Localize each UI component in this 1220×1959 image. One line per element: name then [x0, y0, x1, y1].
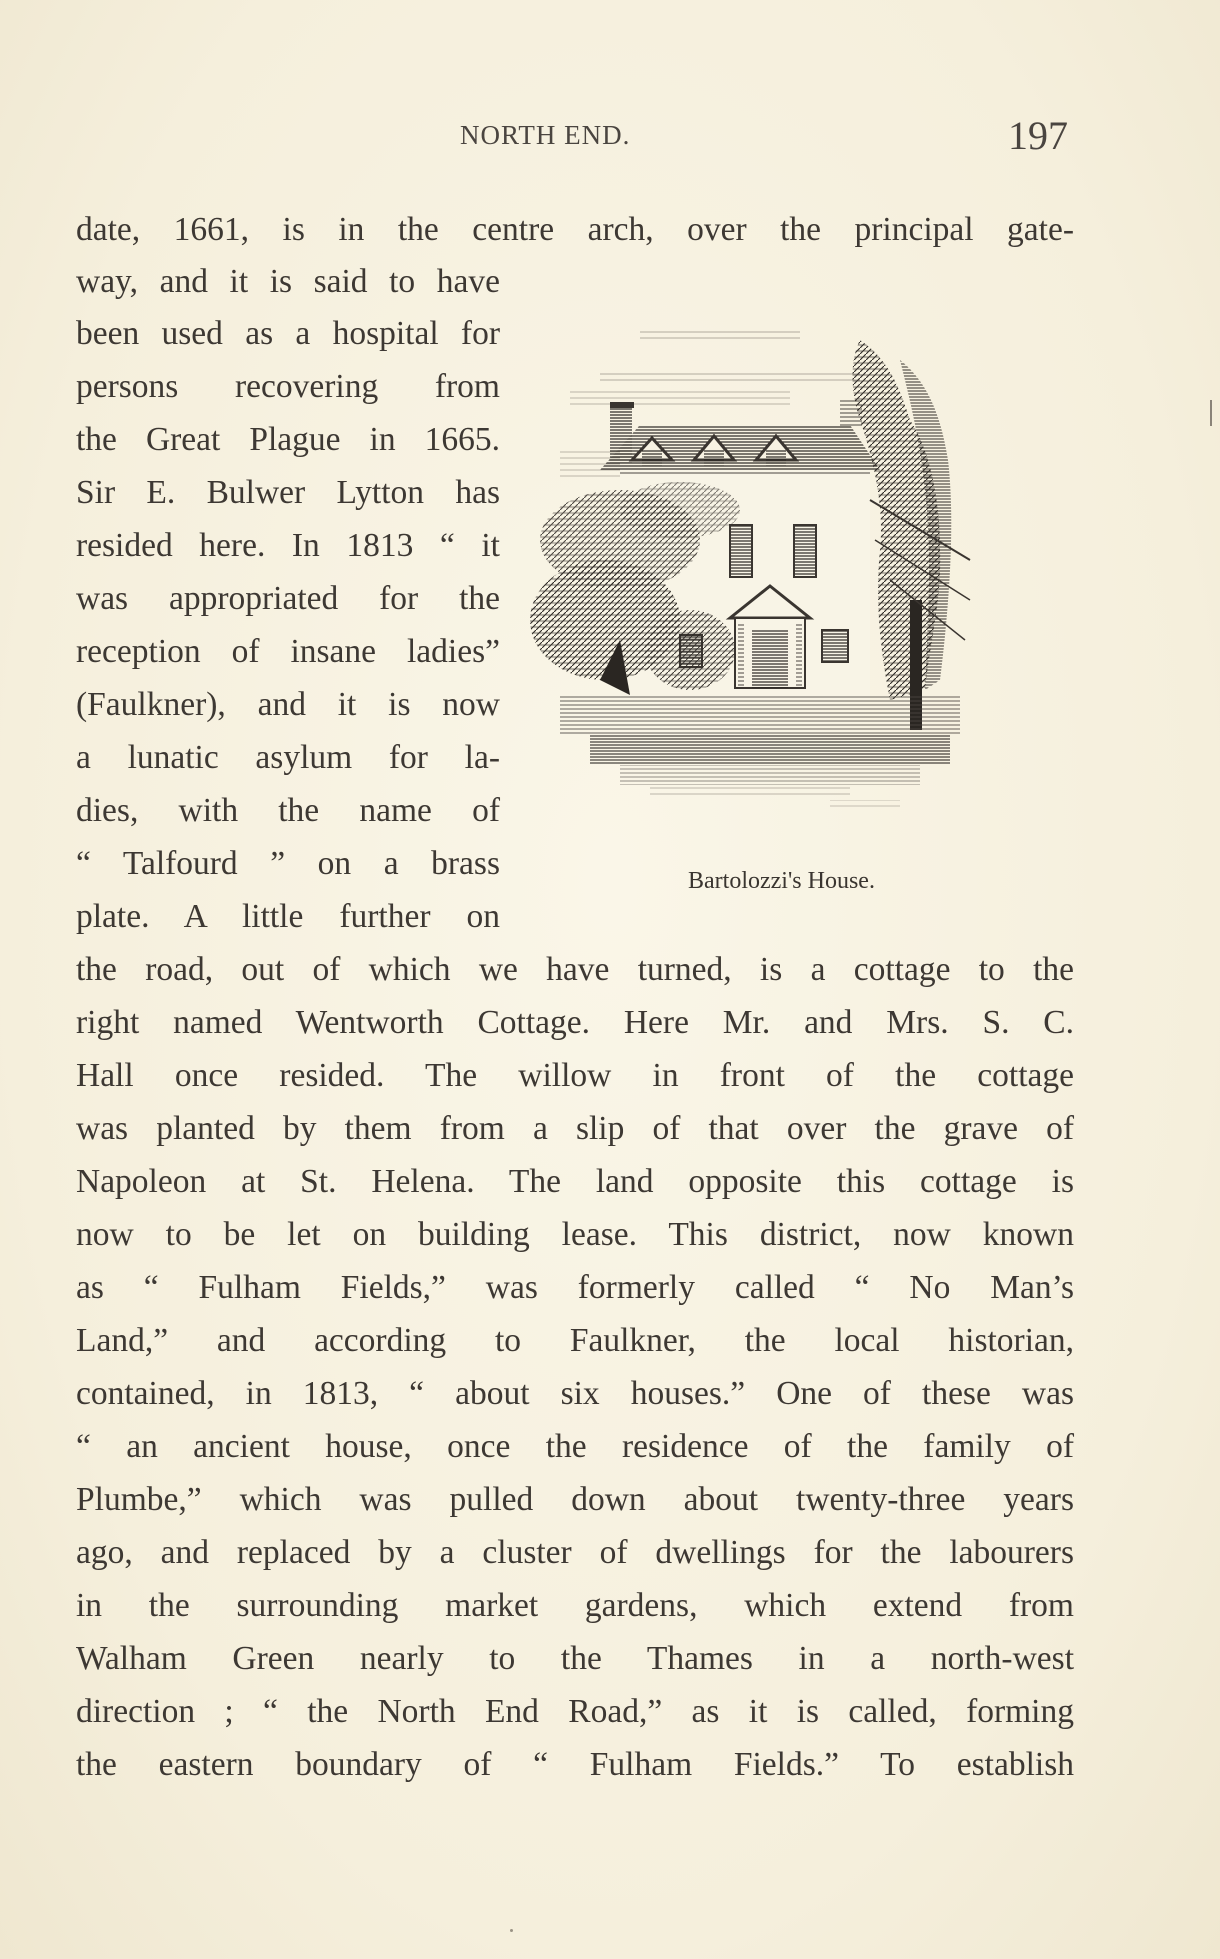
page-number: 197: [1008, 113, 1068, 158]
text-line-9: reception of insane ladies”: [76, 633, 500, 670]
text-line-16: right named Wentworth Cottage. Here Mr. and Mrs. S. C.: [76, 1004, 1074, 1041]
text-line-27: in the surrounding market gardens, which extend from: [76, 1587, 1074, 1624]
text-line-14: plate. A little further on: [76, 898, 500, 935]
text-line-7: resided here. In 1813 “ it: [76, 527, 500, 564]
text-line-25: Plumbe,” which was pulled down about twenty-three years: [76, 1481, 1074, 1518]
text-line-17: Hall once resided. The willow in front of the cottage: [76, 1057, 1074, 1094]
text-line-13: “ Talfourd ” on a brass: [76, 845, 500, 882]
ground-hatching: [560, 695, 960, 808]
text-line-15: the road, out of which we have turned, is a cottage to the: [76, 951, 1074, 988]
text-line-12: dies, with the name of: [76, 792, 500, 829]
text-line-1: date, 1661, is in the centre arch, over the principal gate-: [76, 211, 1074, 248]
text-line-26: ago, and replaced by a cluster of dwellings for the labourers: [76, 1534, 1074, 1571]
text-line-2: way, and it is said to have: [76, 263, 500, 300]
house-roof: [600, 400, 880, 470]
text-line-29: direction ; “ the North End Road,” as it is called, forming: [76, 1693, 1074, 1730]
text-line-24: “ an ancient house, once the residence of the family of: [76, 1428, 1074, 1465]
text-line-3: been used as a hospital for: [76, 315, 500, 352]
text-line-30: the eastern boundary of “ Fulham Fields.” To establish: [76, 1746, 1074, 1783]
text-line-28: Walham Green nearly to the Thames in a north-west: [76, 1640, 1074, 1677]
ink-speck: [510, 1929, 513, 1932]
text-line-23: contained, in 1813, “ about six houses.” One of these was: [76, 1375, 1074, 1412]
text-line-21: as “ Fulham Fields,” was formerly called “ No Man’s: [76, 1269, 1074, 1306]
right-tree: [853, 340, 971, 730]
text-line-22: Land,” and according to Faulkner, the local historian,: [76, 1322, 1074, 1359]
running-title: NORTH END.: [460, 120, 631, 150]
text-line-11: a lunatic asylum for la-: [76, 739, 500, 776]
house-engraving: [530, 300, 1070, 860]
text-line-8: was appropriated for the: [76, 580, 500, 617]
margin-mark: [1210, 400, 1212, 426]
text-line-20: now to be let on building lease. This district, now known: [76, 1216, 1074, 1253]
house-engraving-svg: [530, 300, 1070, 860]
text-line-18: was planted by them from a slip of that over the grave of: [76, 1110, 1074, 1147]
text-line-6: Sir E. Bulwer Lytton has: [76, 474, 500, 511]
text-line-19: Napoleon at St. Helena. The land opposite this cottage is: [76, 1163, 1074, 1200]
text-line-10: (Faulkner), and it is now: [76, 686, 500, 723]
running-head: [0, 112, 1220, 162]
text-line-4: persons recovering from: [76, 368, 500, 405]
text-line-5: the Great Plague in 1665.: [76, 421, 500, 458]
figure-caption: Bartolozzi's House.: [688, 868, 875, 894]
